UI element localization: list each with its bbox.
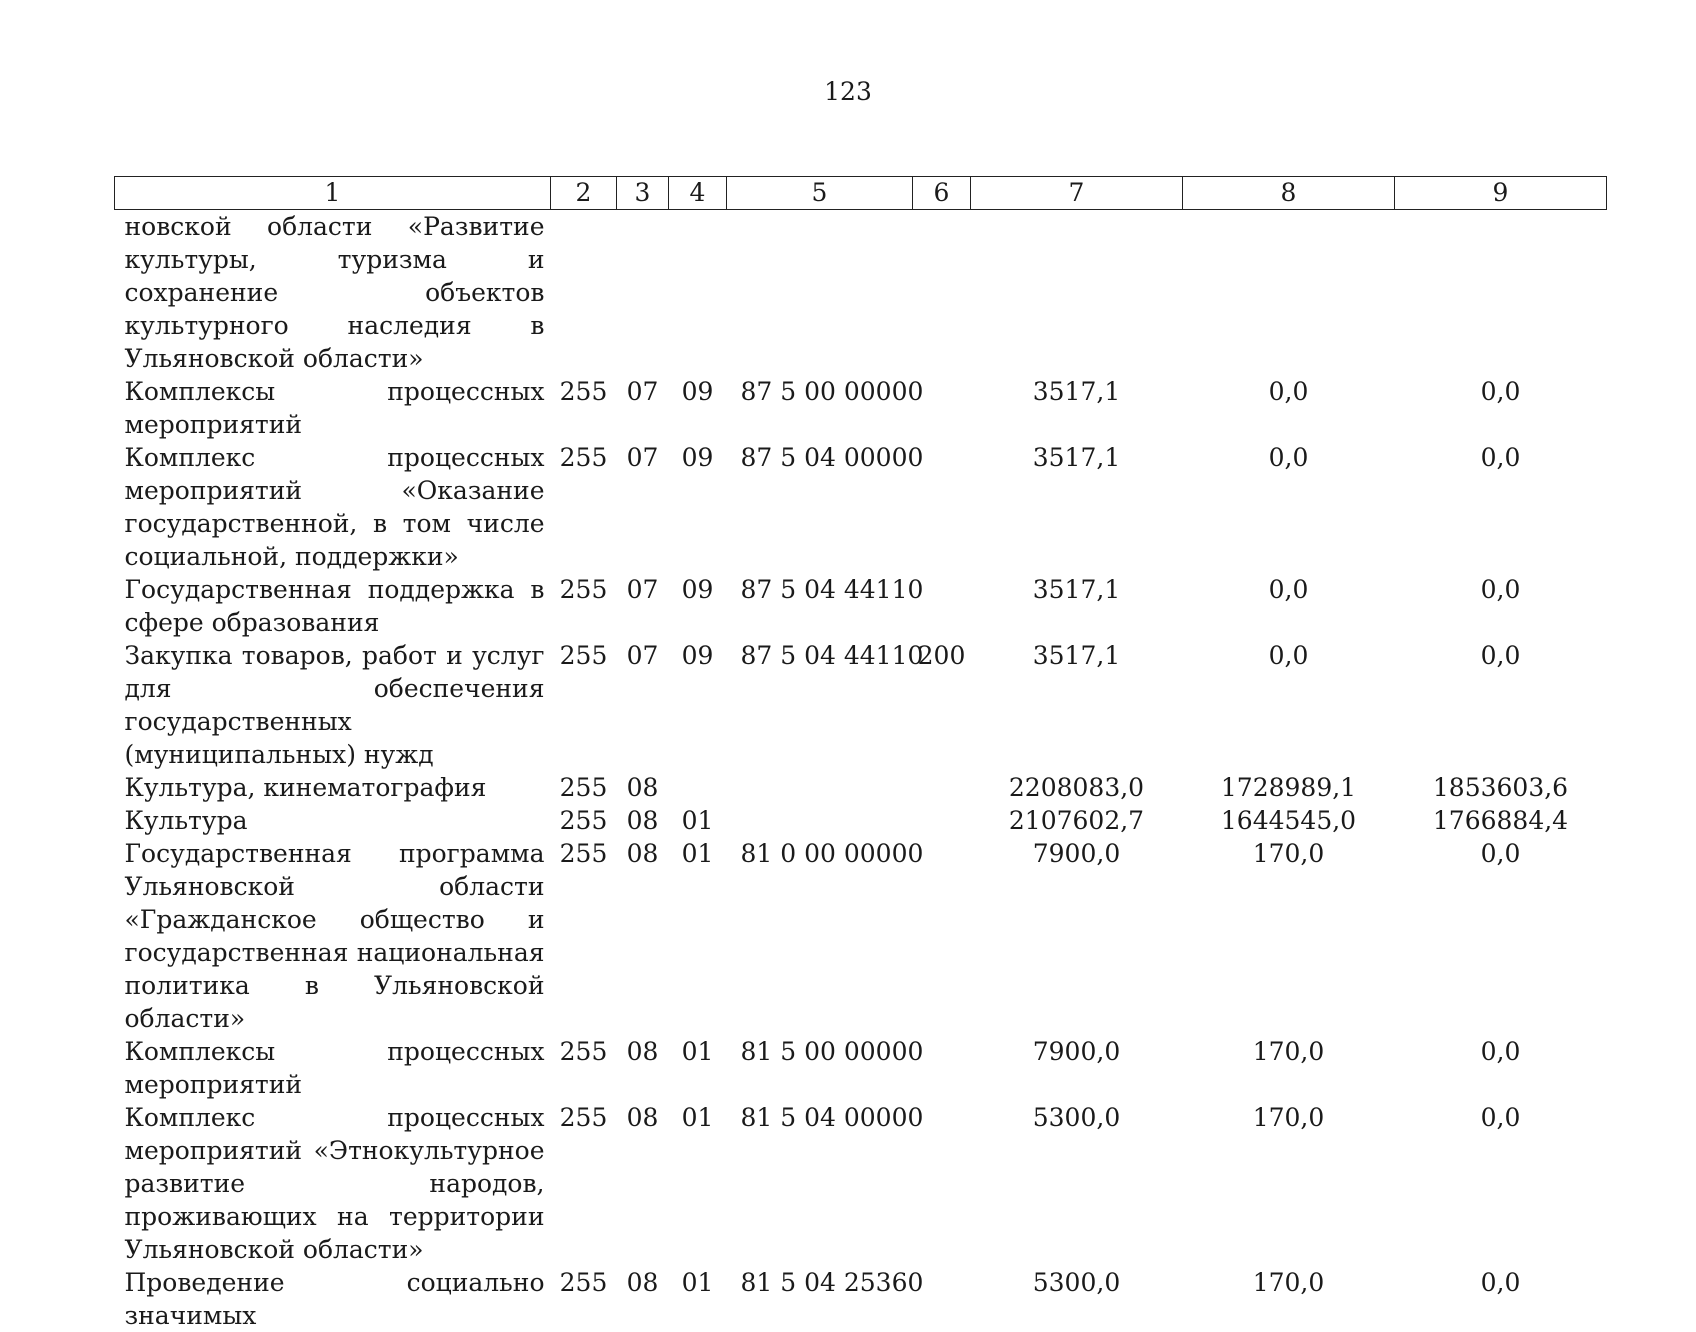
cell-code-2: 255 xyxy=(559,641,608,670)
cell-code-4 xyxy=(669,771,727,804)
cell-code-4: 09 xyxy=(681,641,714,670)
cell-amount-7: 3517,1 xyxy=(1032,377,1121,406)
cell-code-6 xyxy=(913,210,971,376)
cell-amount-9: 0,0 xyxy=(1480,1268,1521,1297)
cell-code-5: 81 0 00 00000 xyxy=(740,839,924,868)
cell-code-3: 07 xyxy=(626,377,659,406)
cell-amount-7: 3517,1 xyxy=(1032,575,1121,604)
cell-code-5 xyxy=(727,804,913,837)
row-name: Культура xyxy=(124,806,248,835)
table-row xyxy=(115,1266,1607,1332)
cell-code-6 xyxy=(913,804,971,837)
row-name: Государственная поддержка в сфере образования xyxy=(124,575,545,637)
cell-amount-8: 170,0 xyxy=(1252,1268,1325,1297)
row-name: Комплексы процессных мероприятий xyxy=(124,377,545,439)
row-name: Комплексы процессных мероприятий xyxy=(124,1037,545,1099)
row-name: Проведение социально значимых xyxy=(124,1268,545,1330)
cell-amount-7: 7900,0 xyxy=(1032,1037,1121,1066)
cell-amount-7 xyxy=(971,210,1183,376)
cell-code-5: 81 5 00 00000 xyxy=(740,1037,924,1066)
column-header: 2 xyxy=(551,177,617,210)
cell-amount-9 xyxy=(1395,210,1607,376)
cell-amount-9: 0,0 xyxy=(1480,377,1521,406)
cell-code-3: 08 xyxy=(626,1268,659,1297)
cell-amount-8: 0,0 xyxy=(1268,377,1309,406)
budget-table xyxy=(114,176,1607,1332)
cell-code-5: 87 5 04 44110 xyxy=(740,575,924,604)
cell-amount-7: 3517,1 xyxy=(1032,443,1121,472)
column-header: 7 xyxy=(971,177,1183,210)
cell-code-3: 08 xyxy=(626,1103,659,1132)
cell-code-3: 07 xyxy=(626,575,659,604)
cell-code-3: 08 xyxy=(626,839,659,868)
table-row xyxy=(115,375,1607,441)
cell-code-2: 255 xyxy=(559,773,608,802)
row-name: новской области «Развитие культуры, туризма и сохранение объектов культурного наследия в Ульяновской области» xyxy=(124,212,545,373)
cell-code-2: 255 xyxy=(559,1103,608,1132)
cell-code-4: 01 xyxy=(681,806,714,835)
table-row xyxy=(115,771,1607,804)
cell-amount-8: 170,0 xyxy=(1252,1103,1325,1132)
page-number: 123 xyxy=(824,77,872,106)
column-header: 3 xyxy=(617,177,669,210)
table-row xyxy=(115,804,1607,837)
cell-code-3: 08 xyxy=(626,806,659,835)
cell-amount-8 xyxy=(1183,210,1395,376)
column-header: 1 xyxy=(115,177,551,210)
cell-amount-9: 0,0 xyxy=(1480,575,1521,604)
column-header: 9 xyxy=(1395,177,1607,210)
table-row xyxy=(115,1035,1607,1101)
cell-code-5: 87 5 00 00000 xyxy=(740,377,924,406)
cell-amount-9: 0,0 xyxy=(1480,443,1521,472)
cell-amount-9: 1766884,4 xyxy=(1432,806,1569,835)
cell-code-4: 01 xyxy=(681,839,714,868)
cell-code-2: 255 xyxy=(559,1037,608,1066)
cell-code-3 xyxy=(617,210,669,376)
cell-code-3: 08 xyxy=(626,1037,659,1066)
row-name: Комплекс процессных мероприятий «Оказание государственной, в том числе социальной, поддержки» xyxy=(124,443,545,571)
cell-amount-7: 5300,0 xyxy=(1032,1268,1121,1297)
cell-amount-7: 3517,1 xyxy=(1032,641,1121,670)
cell-code-4: 09 xyxy=(681,377,714,406)
cell-amount-9: 0,0 xyxy=(1480,839,1521,868)
column-header: 5 xyxy=(727,177,913,210)
table-row xyxy=(115,1101,1607,1266)
cell-code-4: 09 xyxy=(681,443,714,472)
cell-code-2 xyxy=(551,210,617,376)
cell-amount-8: 0,0 xyxy=(1268,641,1309,670)
row-name: Комплекс процессных мероприятий «Этнокультурное развитие народов, проживающих на территории Ульяновской области» xyxy=(124,1103,545,1264)
cell-code-3: 07 xyxy=(626,443,659,472)
cell-code-5: 87 5 04 00000 xyxy=(740,443,924,472)
cell-code-2: 255 xyxy=(559,806,608,835)
cell-amount-8: 1728989,1 xyxy=(1220,773,1357,802)
cell-amount-7: 7900,0 xyxy=(1032,839,1121,868)
cell-code-2: 255 xyxy=(559,1268,608,1297)
cell-code-4: 01 xyxy=(681,1103,714,1132)
cell-amount-8: 170,0 xyxy=(1252,1037,1325,1066)
cell-amount-9: 0,0 xyxy=(1480,1037,1521,1066)
cell-code-5: 81 5 04 00000 xyxy=(740,1103,924,1132)
cell-amount-8: 0,0 xyxy=(1268,443,1309,472)
table-row xyxy=(115,441,1607,573)
table-row xyxy=(115,639,1607,771)
header-row xyxy=(115,177,1607,210)
column-header: 6 xyxy=(913,177,971,210)
cell-code-5: 87 5 04 44110 xyxy=(740,641,924,670)
cell-code-5 xyxy=(727,210,913,376)
row-name: Государственная программа Ульяновской области «Гражданское общество и государственная национальная политика в Ульяновской области» xyxy=(124,839,545,1033)
cell-code-4: 01 xyxy=(681,1037,714,1066)
cell-code-2: 255 xyxy=(559,377,608,406)
row-name: Культура, кинематография xyxy=(124,773,487,802)
cell-code-3: 08 xyxy=(626,773,659,802)
cell-code-5: 81 5 04 25360 xyxy=(740,1268,924,1297)
cell-code-2: 255 xyxy=(559,443,608,472)
cell-code-4: 01 xyxy=(681,1268,714,1297)
cell-amount-8: 170,0 xyxy=(1252,839,1325,868)
cell-code-5 xyxy=(727,771,913,804)
cell-code-6 xyxy=(913,771,971,804)
cell-amount-8: 0,0 xyxy=(1268,575,1309,604)
cell-code-4 xyxy=(669,210,727,376)
cell-amount-9: 1853603,6 xyxy=(1432,773,1569,802)
row-name: Закупка товаров, работ и услуг для обеспечения государственных (муниципальных) нужд xyxy=(124,641,545,769)
cell-code-6: 200 xyxy=(917,641,966,670)
cell-amount-7: 2107602,7 xyxy=(1008,806,1145,835)
column-header: 8 xyxy=(1183,177,1395,210)
cell-amount-8: 1644545,0 xyxy=(1220,806,1357,835)
cell-code-3: 07 xyxy=(626,641,659,670)
table-row xyxy=(115,210,1607,376)
cell-amount-9: 0,0 xyxy=(1480,641,1521,670)
cell-amount-7: 5300,0 xyxy=(1032,1103,1121,1132)
table-row xyxy=(115,837,1607,1035)
cell-code-2: 255 xyxy=(559,575,608,604)
column-header: 4 xyxy=(669,177,727,210)
table-row xyxy=(115,573,1607,639)
cell-amount-9: 0,0 xyxy=(1480,1103,1521,1132)
cell-code-2: 255 xyxy=(559,839,608,868)
cell-amount-7: 2208083,0 xyxy=(1008,773,1145,802)
cell-code-4: 09 xyxy=(681,575,714,604)
